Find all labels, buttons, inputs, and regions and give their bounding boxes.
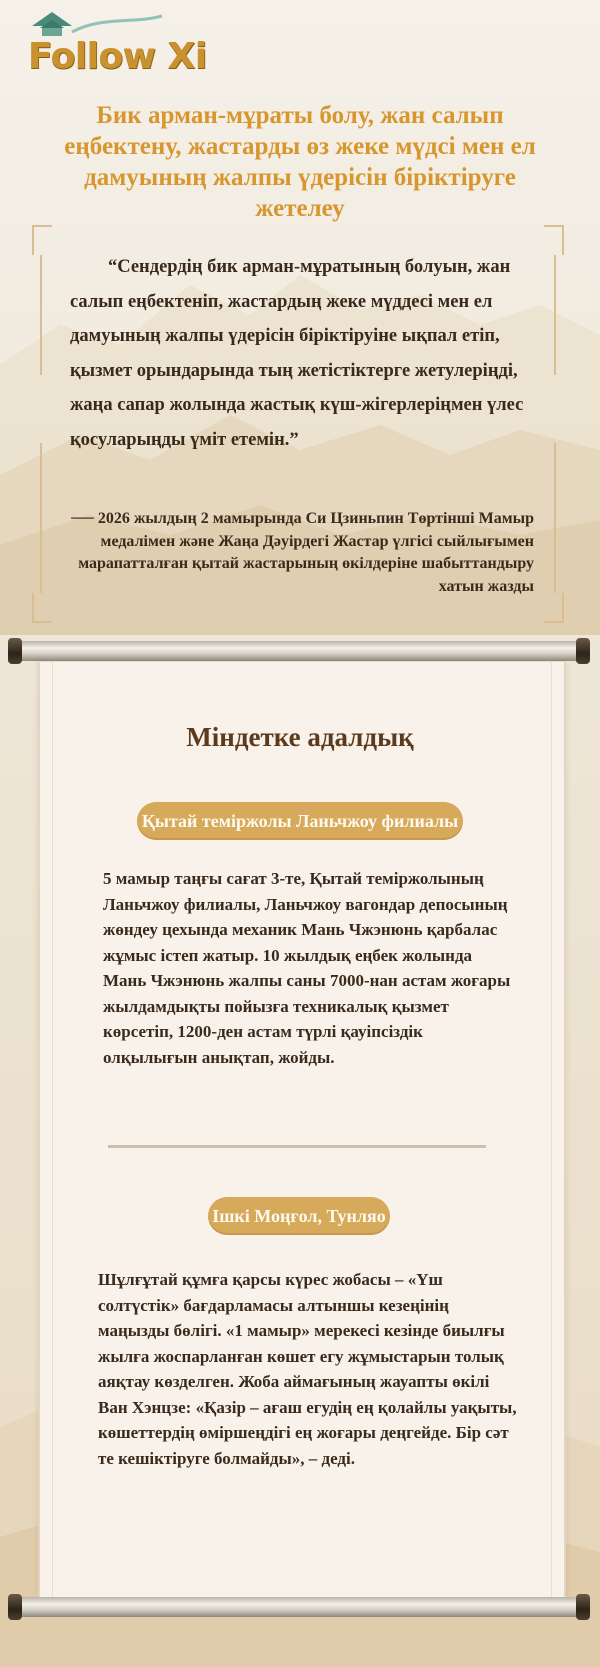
rod-cap-left: [8, 638, 22, 664]
rod-cap-left: [8, 1594, 22, 1620]
rod-cap-right: [576, 1594, 590, 1620]
tag-lanzhou: Қытай теміржолы Ланьчжоу филиалы: [137, 802, 463, 840]
scroll-top-rod: [14, 641, 584, 661]
section-title: Міндетке адалдық: [186, 722, 414, 752]
story-lanzhou: 5 мамыр таңғы сағат 3-те, Қытай теміржолының Ланьчжоу филиалы, Ланьчжоу вагондар депосының жөндеу цехында механик Мань Чжэнюнь қарбалас жұмыс істеп жатыр. 10 жылдық еңбек жолында Мань Чжэнюнь жалпы саны 7000-нан астам жоғары жылдамдықты пойызға техникалық қызмет көрсетіп, 1200-ден астам түрлі қауіпсіздік олқылығын анықтап, жойды.: [103, 869, 511, 1067]
rod-cap-right: [576, 638, 590, 664]
logo-text: Follow Xi: [28, 36, 207, 77]
story-tongliao: Шұлғұтай құмға қарсы күрес жобасы – «Үш солтүстік» бағдарламасы алтыншы кезеңінің маңызды бөлігі. «1 мамыр» мерекесі кезінде биылғы жылға жоспарланған көшет егу жұмыстарын толық аяқтау көзделген. Жоба аймағының жауапты өкілі Ван Хэнцзе: «Қазір – ағаш егудің ең қолайлы уақыты, көшеттердің өміршеңдігі ең жоғары деңгейде. Бір сәт те кешіктіруге болмайды», – деді.: [98, 1270, 517, 1468]
logo: [12, 6, 212, 86]
quote-source: ── 2026 жылдың 2 мамырында Си Цзиньпин Төртінші Мамыр медалімен және Жаңа Дәуірдегі Жастар үлгісі сыйлығымен марапатталған қытай жастарының өкілдеріне шабыттандыру хатын жазды: [71, 510, 534, 595]
scroll-bottom-rod: [14, 1597, 584, 1617]
section-divider: [108, 1145, 486, 1148]
headline: Бик арман-мұраты болу, жан салып еңбектену, жастарды өз жеке мүдсі мен ел дамуының жалпы үдерісін біріктіруге жетелеу: [64, 102, 536, 222]
tag-tongliao: Ішкі Моңғол, Тунляо: [208, 1197, 390, 1235]
quote-text: “Сендердің бик арман-мұратының болуын, жан салып еңбектеніп, жастардың жеке мүддесі мен ел дамуының жалпы үдерісін біріктіруіне ықпал етіп, қызмет орындарында тың жетістіктерге жетулеріңді, жаңа сапар жолында жастық күш-жігерлеріңмен үлес қосуларыңды үміт етемін.”: [70, 257, 524, 450]
